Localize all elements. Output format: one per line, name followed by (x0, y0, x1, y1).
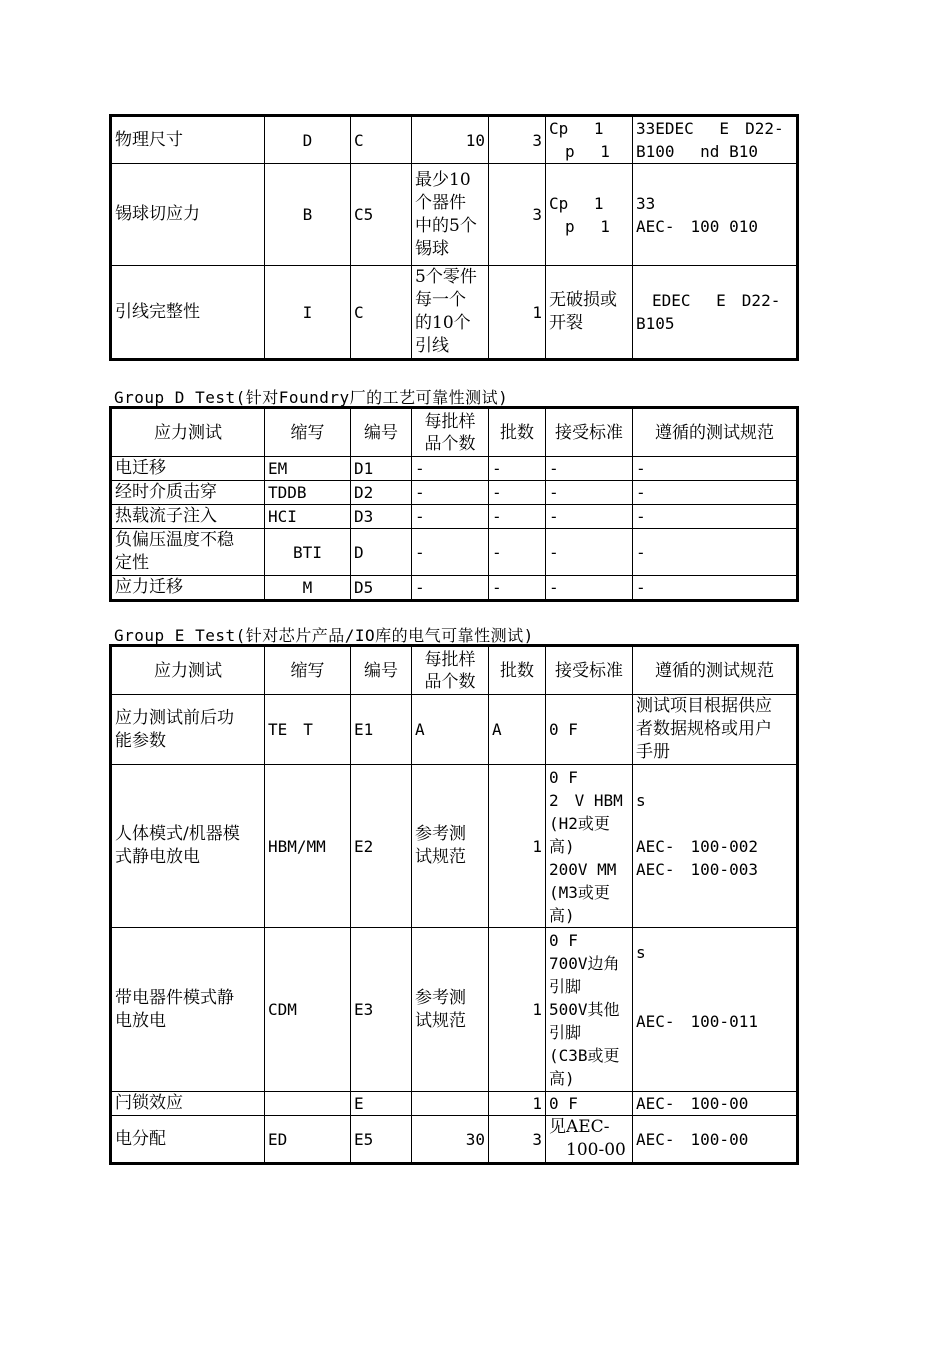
cell-accept: 0 F (546, 695, 633, 765)
cell-no: E5 (351, 1116, 412, 1164)
header-test: 应力测试 (111, 408, 265, 457)
cell-accept: - (546, 529, 633, 576)
cell-test: 经时介质击穿 (111, 481, 265, 505)
cell-accept: 0 F 2 V HBM (H2或更 高) 200V MM (M3或更 高) (546, 765, 633, 928)
cell-abbr: I (265, 266, 351, 360)
table-row (111, 695, 798, 765)
cell-test: 电迁移 (111, 457, 265, 481)
cell-sample (412, 1092, 489, 1116)
cell-sample: 5个零件 每一个 的10个 引线 (412, 266, 489, 360)
cell-no: D1 (351, 457, 412, 481)
header-abbr: 缩写 (265, 646, 351, 695)
header-abbr: 缩写 (265, 408, 351, 457)
table-header-row (111, 408, 798, 457)
group-c-table (109, 114, 799, 361)
cell-abbr: TDDB (265, 481, 351, 505)
cell-abbr: B (265, 164, 351, 266)
cell-test: 锡球切应力 (111, 164, 265, 266)
cell-lots: 1 (489, 266, 546, 360)
cell-sample: - (412, 576, 489, 601)
group-d-caption: Group D Test(针对Foundry厂的工艺可靠性测试) (114, 388, 509, 407)
cell-accept: Cp 1 p 1 (546, 116, 633, 164)
cell-no: C (351, 116, 412, 164)
table-row (111, 505, 798, 529)
header-accept: 接受标准 (546, 408, 633, 457)
cell-spec: 测试项目根据供应 者数据规格或用户 手册 (633, 695, 798, 765)
cell-spec: AEC- 100-00 (633, 1092, 798, 1116)
cell-sample: - (412, 457, 489, 481)
cell-abbr: EM (265, 457, 351, 481)
cell-spec: - (633, 505, 798, 529)
cell-abbr: ED (265, 1116, 351, 1164)
group-d-table (109, 406, 799, 602)
cell-abbr (265, 1092, 351, 1116)
cell-test: 带电器件模式静 电放电 (111, 928, 265, 1092)
cell-spec: - (633, 481, 798, 505)
cell-no: E (351, 1092, 412, 1116)
cell-spec: EDEC E D22- B105 (633, 266, 798, 360)
cell-no: D (351, 529, 412, 576)
cell-no: E3 (351, 928, 412, 1092)
cell-sample: 最少10 个器件 中的5个 锡球 (412, 164, 489, 266)
cell-test: 负偏压温度不稳 定性 (111, 529, 265, 576)
cell-accept: 无破损或 开裂 (546, 266, 633, 360)
group-e-table (109, 644, 799, 1165)
cell-lots: 1 (489, 928, 546, 1092)
cell-lots: - (489, 457, 546, 481)
header-no: 编号 (351, 408, 412, 457)
cell-sample: A (412, 695, 489, 765)
cell-sample: 10 (412, 116, 489, 164)
cell-sample: 参考测 试规范 (412, 765, 489, 928)
header-sample: 每批样 品个数 (412, 646, 489, 695)
cell-sample: 30 (412, 1116, 489, 1164)
cell-test: 物理尺寸 (111, 116, 265, 164)
table-row (111, 529, 798, 576)
cell-sample: 参考测 试规范 (412, 928, 489, 1092)
cell-accept: - (546, 481, 633, 505)
cell-test: 热载流子注入 (111, 505, 265, 529)
cell-lots: 1 (489, 765, 546, 928)
cell-no: C (351, 266, 412, 360)
cell-lots: - (489, 481, 546, 505)
header-spec: 遵循的测试规范 (633, 646, 798, 695)
cell-test: 人体模式/机器模 式静电放电 (111, 765, 265, 928)
table-row (111, 116, 798, 164)
table-row (111, 481, 798, 505)
cell-spec: s AEC- 100-011 (633, 928, 798, 1092)
cell-spec: 33EDEC E D22- B100 nd B10 (633, 116, 798, 164)
cell-accept: - (546, 505, 633, 529)
cell-spec: AEC- 100-00 (633, 1116, 798, 1164)
cell-spec: - (633, 529, 798, 576)
table-row (111, 164, 798, 266)
cell-no: E2 (351, 765, 412, 928)
cell-test: 应力迁移 (111, 576, 265, 601)
cell-no: D3 (351, 505, 412, 529)
cell-sample: - (412, 505, 489, 529)
cell-lots: 1 (489, 1092, 546, 1116)
cell-abbr: M (265, 576, 351, 601)
table-row (111, 1116, 798, 1164)
cell-no: D2 (351, 481, 412, 505)
cell-no: E1 (351, 695, 412, 765)
cell-abbr: HBM/MM (265, 765, 351, 928)
cell-test: 闩锁效应 (111, 1092, 265, 1116)
cell-lots: 3 (489, 164, 546, 266)
cell-sample: - (412, 529, 489, 576)
cell-lots: 3 (489, 116, 546, 164)
cell-accept: - (546, 576, 633, 601)
cell-accept: Cp 1 p 1 (546, 164, 633, 266)
cell-abbr: CDM (265, 928, 351, 1092)
table-row (111, 928, 798, 1092)
table-row (111, 457, 798, 481)
cell-lots: - (489, 576, 546, 601)
header-accept: 接受标准 (546, 646, 633, 695)
header-spec: 遵循的测试规范 (633, 408, 798, 457)
table-row (111, 1092, 798, 1116)
cell-test: 电分配 (111, 1116, 265, 1164)
cell-lots: - (489, 505, 546, 529)
table-row (111, 266, 798, 360)
table-header-row (111, 646, 798, 695)
cell-lots: - (489, 529, 546, 576)
cell-spec: 33 AEC- 100 010 (633, 164, 798, 266)
header-lots: 批数 (489, 646, 546, 695)
header-sample: 每批样 品个数 (412, 408, 489, 457)
cell-test: 应力测试前后功 能参数 (111, 695, 265, 765)
cell-abbr: D (265, 116, 351, 164)
cell-accept: 见AEC- 100-00 (546, 1116, 633, 1164)
header-test: 应力测试 (111, 646, 265, 695)
cell-spec: - (633, 576, 798, 601)
table-row (111, 765, 798, 928)
table-row (111, 576, 798, 601)
header-lots: 批数 (489, 408, 546, 457)
cell-abbr: BTI (265, 529, 351, 576)
cell-lots: A (489, 695, 546, 765)
cell-sample: - (412, 481, 489, 505)
group-e-caption: Group E Test(针对芯片产品/IO库的电气可靠性测试) (114, 626, 534, 645)
cell-no: C5 (351, 164, 412, 266)
cell-accept: 0 F (546, 1092, 633, 1116)
cell-accept: - (546, 457, 633, 481)
cell-spec: - (633, 457, 798, 481)
cell-no: D5 (351, 576, 412, 601)
cell-abbr: TE T (265, 695, 351, 765)
cell-accept: 0 F 700V边角 引脚 500V其他 引脚 (C3B或更 高) (546, 928, 633, 1092)
cell-spec: s AEC- 100-002 AEC- 100-003 (633, 765, 798, 928)
cell-lots: 3 (489, 1116, 546, 1164)
cell-abbr: HCI (265, 505, 351, 529)
header-no: 编号 (351, 646, 412, 695)
cell-test: 引线完整性 (111, 266, 265, 360)
